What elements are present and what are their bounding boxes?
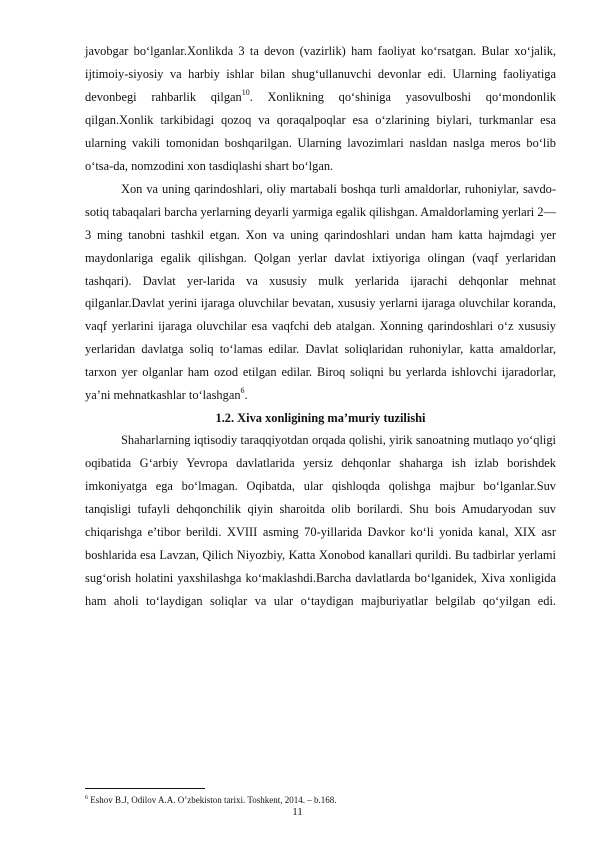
section-heading: 1.2. Xiva xonligining ma’muriy tuzilishi [215,411,426,426]
footnote-divider [85,788,205,789]
footnote-marker: 6 [85,795,88,801]
paragraph-text: Xon va uning qarindoshlari, oliy martabali boshqa turli amaldorlar, ruhoniylar, savdo-sotiq tabaqalari barcha yerlarning deyarli yarmiga egalik qilishgan. Amaldorlaming yerlari 2—3 ming tanobni tashkil etgan. Xon va uning qarindoshlari undan ham katta hajmdagi yer maydonlariga egalik qilishgan. Qolgan yerlar davlat ixtiyoriga olingan (vaqf yerlaridan tashqari). Davlat yer-larida va xususiy mulk yerlarida ijarachi dehqonlar mehnat qilganlar.Davlat yerini ijaraga oluvchilar bevatan, xususiy yerlarni ijaraga oluvchilar koranda, vaqf yerlarini ijaraga oluvchilar esa vaqfchi deb atalgan. Xonning qarindoshlari o‘z xususiy yerlaridan davlatga soliq to‘lamas edilar. Davlat soliqlaridan ruhoniylar, katta amaldorlar, tarxon yer olganlar ham ozod etilgan edilar. Biroq soliqni bu yerlarda ishlovchi ijaradorlar, ya’ni mehnatkashlar to‘lashgan [85,181,556,403]
footnote-ref: 6 [240,386,245,396]
paragraph-text: . Xonlikning qo‘shiniga yasovulboshi qo‘mondonlik qilgan.Xonlik tarkibidagi qozoq va qoraqalpoqlar esa o‘zlarining biylari, turkmanlar esa ularning vakili tomonidan boshqarilgan. Ularning lavozimlari nasldan naslga meros bo‘lib o‘tsa-da, nomzodini xon tasdiqlashi shart bo‘lgan. [85,89,556,173]
paragraph-land-ownership [85,178,556,408]
paragraph-text: javobgar bo‘lganlar.Xonlikda 3 ta devon (vazirlik) ham faoliyat ko‘rsatgan. Bular xo‘jalik, ijtimoiy-siyosiy va harbiy ishlar bilan shug‘ullanuvchi devonlar edi. Ularning faoliyatiga devonbegi rahbarlik qilgan [85,44,556,104]
paragraph-text: . [244,388,248,403]
page-number: 11 [292,806,303,818]
footnote [85,794,556,806]
paragraph-administration: Shaharlarning iqtisodiy taraqqiyotdan orqada qolishi, yirik sanoatning mutlaqo yo‘qligi oqibatida G‘arbiy Yevropa davlatlarida yersiz dehqonlar shaharga ish izlab borishdek imkoniyatga ega bo‘lmagan. Oqibatda, ular qishloqda qolishga majbur bo‘lganlar.Suv tanqisligi tufayli dehqonchilik qiyin sharoitda olib borilardi. Shu bois Amudaryodan suv chiqarishga e’tibor berildi. XVIII asming 70-yillarida Davkor ko‘li yonida kanal, XIX asr boshlarida esa Lavzan, Qilich Niyozbiy, Katta Xonobod kanallari qurildi. Bu tadbirlar yerlami sug‘orish holatini yaxshilashga ko‘maklashdi.Barcha davlatlarda bo‘lganidek, Xiva xonligida ham aholi to‘laydigan soliqlar va ular o‘taydigan majburiyatlar belgilab qo‘yilgan edi. [85,433,556,608]
paragraph-devons [85,40,556,178]
body-text [85,40,556,613]
footnote-ref: 10 [241,87,250,97]
footnote-text: Eshov B.J, Odilov A.A. O’zbekiston tarixi. Toshkent, 2014. – b.168. [88,795,337,805]
